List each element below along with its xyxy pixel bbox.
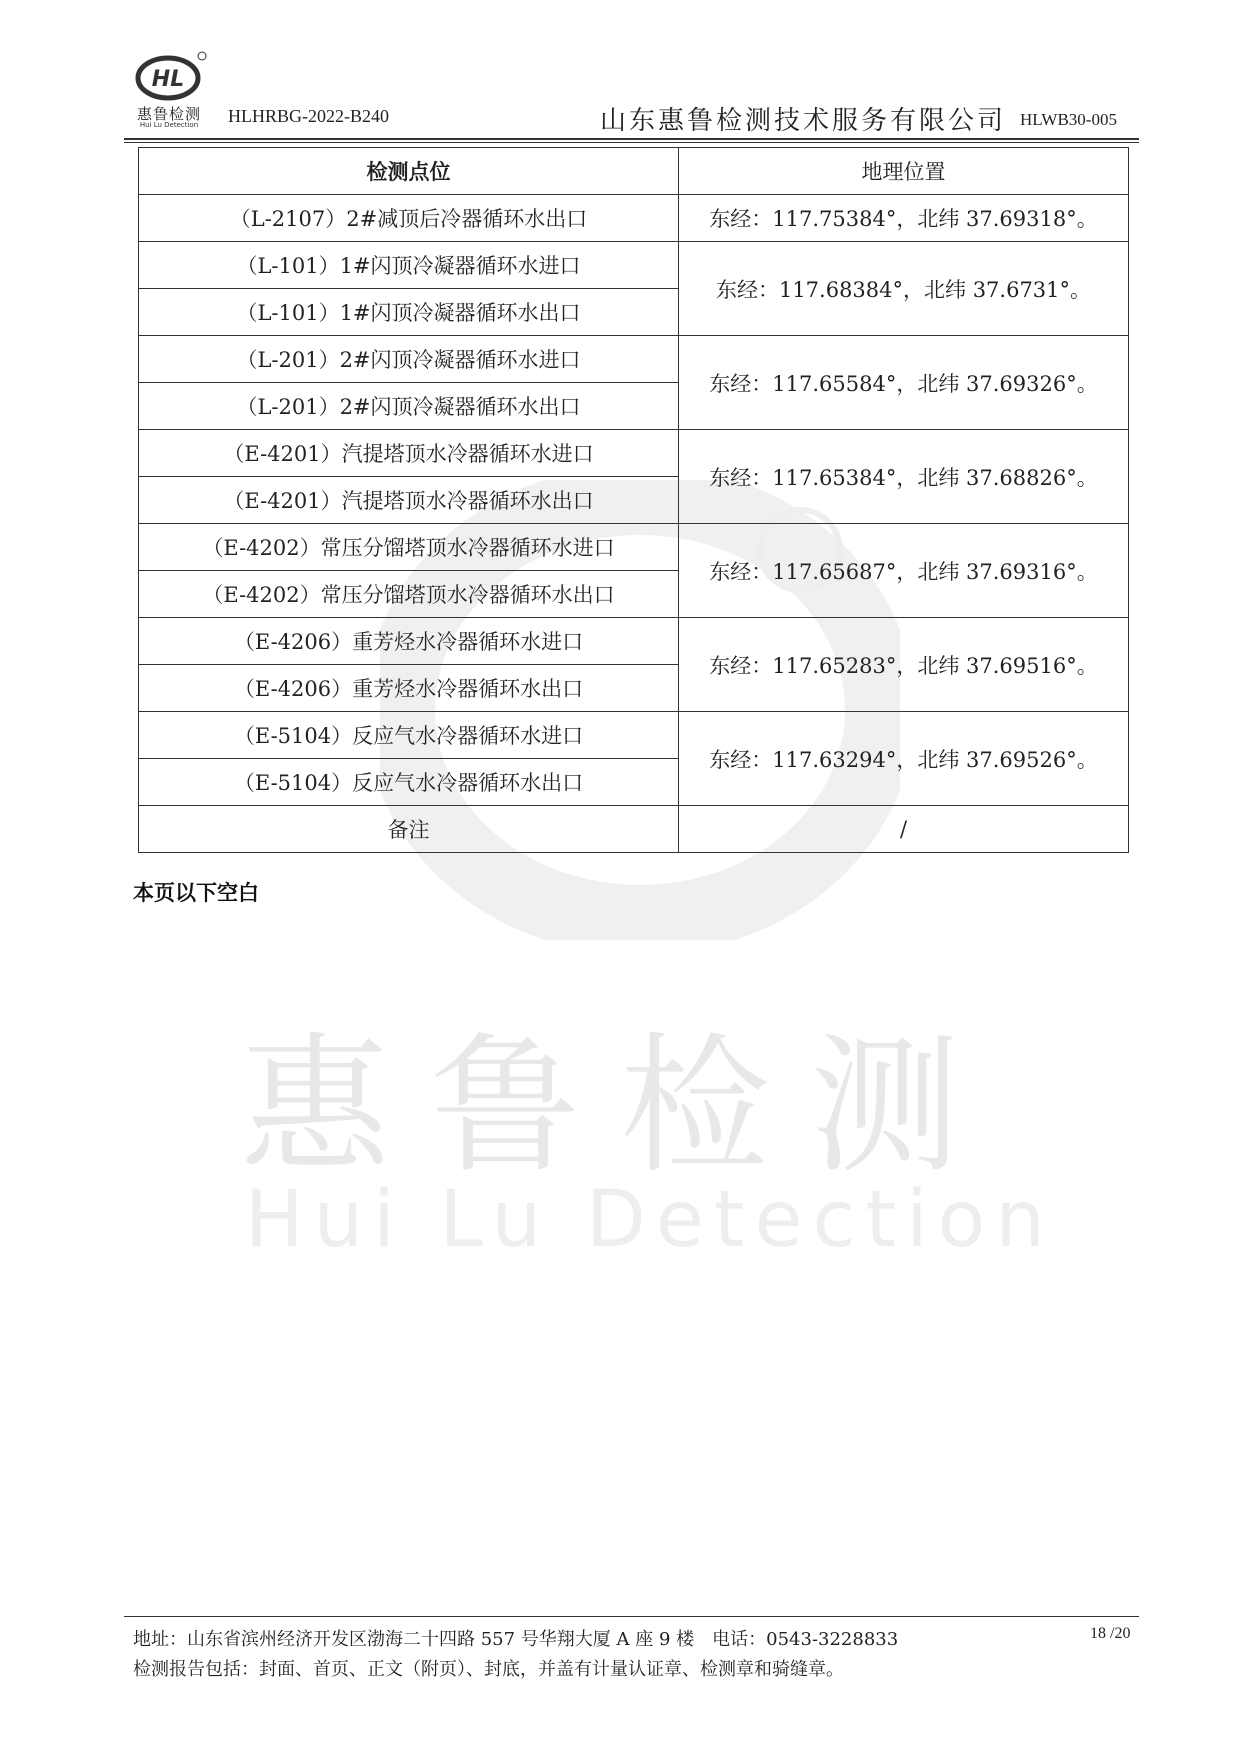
header-rule-thin xyxy=(124,142,1139,143)
company-name: 山东惠鲁检测技术服务有限公司 xyxy=(600,106,1007,136)
header-geo-location: 地理位置 xyxy=(679,148,1129,195)
location-cell: 东经：117.68384°，北纬 37.6731°。 xyxy=(679,242,1129,336)
location-cell: 东经：117.63294°，北纬 37.69526°。 xyxy=(679,712,1129,806)
location-cell: 东经：117.65283°，北纬 37.69516°。 xyxy=(679,618,1129,712)
location-cell: 东经：117.65384°，北纬 37.68826°。 xyxy=(679,430,1129,524)
svg-text:HL: HL xyxy=(151,67,185,92)
logo-text: 惠鲁检测 xyxy=(136,105,201,123)
location-cell: 东经：117.75384°，北纬 37.69318°。 xyxy=(679,195,1129,242)
sampling-point-cell: （E-4201）汽提塔顶水冷器循环水出口 xyxy=(139,477,679,524)
sampling-point-cell: （E-4206）重芳烃水冷器循环水进口 xyxy=(139,618,679,665)
sampling-point-cell: （E-4206）重芳烃水冷器循环水出口 xyxy=(139,665,679,712)
location-cell: 东经：117.65687°，北纬 37.69316°。 xyxy=(679,524,1129,618)
logo-subtext: Hui Lu Detection xyxy=(139,121,199,129)
form-number: HLWB30-005 xyxy=(1020,110,1117,129)
blank-below-note: 本页以下空白 xyxy=(133,881,259,905)
table-row xyxy=(139,524,1129,571)
sampling-point-cell: （L-101）1#闪顶冷凝器循环水出口 xyxy=(139,289,679,336)
sampling-point-cell: （L-201）2#闪顶冷凝器循环水进口 xyxy=(139,336,679,383)
sampling-point-cell: （E-4202）常压分馏塔顶水冷器循环水出口 xyxy=(139,571,679,618)
table-row xyxy=(139,242,1129,289)
table-row xyxy=(139,430,1129,477)
page-number: 18 /20 xyxy=(1090,1625,1131,1642)
sampling-point-cell: （L-201）2#闪顶冷凝器循环水出口 xyxy=(139,383,679,430)
remark-value: / xyxy=(679,806,1129,853)
sampling-point-cell: （E-4201）汽提塔顶水冷器循环水进口 xyxy=(139,430,679,477)
table-row xyxy=(139,195,1129,242)
remark-row xyxy=(139,806,1129,853)
sampling-point-cell: （L-101）1#闪顶冷凝器循环水进口 xyxy=(139,242,679,289)
sampling-point-cell: （E-4202）常压分馏塔顶水冷器循环水进口 xyxy=(139,524,679,571)
location-cell: 东经：117.65584°，北纬 37.69326°。 xyxy=(679,336,1129,430)
footer-address: 地址：山东省滨州经济开发区渤海二十四路 557 号华翔大厦 A 座 9 楼 电话：0543-3228833 xyxy=(133,1629,899,1650)
table-header-row xyxy=(139,148,1129,195)
location-table xyxy=(138,147,1129,853)
remark-label: 备注 xyxy=(139,806,679,853)
footer-rule xyxy=(124,1616,1139,1617)
watermark-en: Hui Lu Detection xyxy=(245,1175,1055,1265)
sampling-point-cell: （E-5104）反应气水冷器循环水进口 xyxy=(139,712,679,759)
report-number: HLHRBG-2022-B240 xyxy=(228,106,389,126)
footer-report-note: 检测报告包括：封面、首页、正文（附页）、封底，并盖有计量认证章、检测章和骑缝章。 xyxy=(133,1659,844,1680)
sampling-point-cell: （E-5104）反应气水冷器循环水出口 xyxy=(139,759,679,806)
table-row xyxy=(139,336,1129,383)
table-row xyxy=(139,712,1129,759)
table-row xyxy=(139,618,1129,665)
header-sampling-point: 检测点位 xyxy=(139,148,679,195)
header-rule xyxy=(124,138,1139,140)
watermark-cn: 惠鲁检测 xyxy=(240,1020,1001,1194)
sampling-point-cell: （L-2107）2#减顶后冷器循环水出口 xyxy=(139,195,679,242)
